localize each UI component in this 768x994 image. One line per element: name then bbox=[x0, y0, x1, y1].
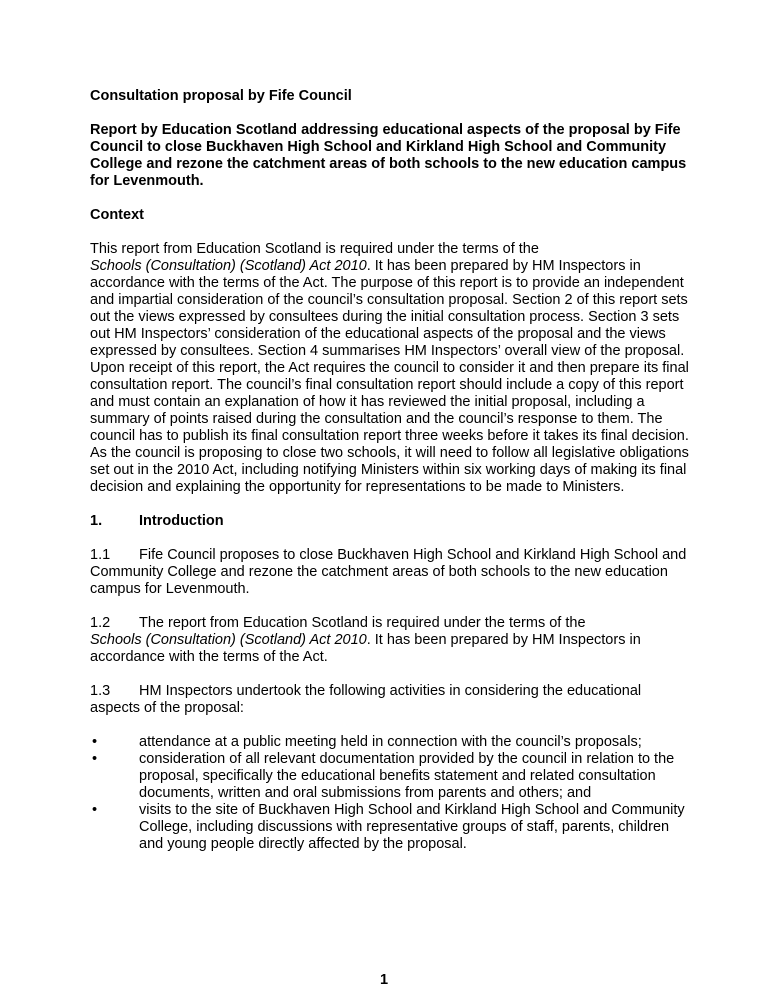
activities-list bbox=[90, 734, 690, 853]
context-heading: Context bbox=[90, 207, 144, 223]
paragraph-1-2-text-before: The report from Education Scotland is required under the terms of the bbox=[139, 615, 586, 631]
paragraph-1-3 bbox=[90, 683, 690, 717]
paragraph-1-1 bbox=[90, 547, 690, 598]
context-text-after: . It has been prepared by HM Inspectors in accordance with the terms of the Act. The purpose of this report is to provide an independent and impartial consideration of the council’s consultation proposal. Section 2 of this report sets out the views expressed by consultees during the initial consultation process. Section 3 sets out HM Inspectors’ consideration of the educational aspects of the proposal and the views expressed by consultees. Section 4 summarises HM Inspectors’ overall view of the proposal. Upon receipt of this report, the Act requires the council to consider it and then prepare its final consultation report. The council’s final consultation report should include a copy of this report and must contain an explanation of how it has reviewed the initial proposal, including a summary of points raised during the consultation and the council’s response to them. The council has to publish its final consultation report three weeks before it takes its final decision. As the council is proposing to close two schools, it will need to follow all legislative obligations set out in the 2010 Act, including notifying Ministers within six working days of making its final decision and explaining the opportunity for representations to be made to Ministers. bbox=[90, 258, 689, 495]
paragraph-1-2-act-name: Schools (Consultation) (Scotland) Act 2010 bbox=[90, 632, 367, 648]
bullet-icon: • bbox=[92, 751, 98, 767]
list-item-text: consideration of all relevant documentation provided by the council in relation to the proposal, specifically the educational benefits statement and related consultation documents, written and oral submissions from parents and others; and bbox=[139, 751, 675, 801]
paragraph-1-3-text: HM Inspectors undertook the following activities in considering the educational aspects of the proposal: bbox=[90, 683, 642, 716]
context-text-before: This report from Education Scotland is required under the terms of the bbox=[90, 241, 539, 257]
bullet-icon: • bbox=[92, 734, 98, 750]
paragraph-1-3-number: 1.3 bbox=[90, 683, 111, 699]
section-1-title: Introduction bbox=[139, 513, 224, 529]
paragraph-1-2-number: 1.2 bbox=[90, 615, 111, 631]
list-item-text: visits to the site of Buckhaven High School and Kirkland High School and Community College, including discussions with representative groups of staff, parents, children and young people directly affected by the proposal. bbox=[139, 802, 685, 852]
paragraph-1-2 bbox=[90, 615, 690, 666]
list-item bbox=[90, 734, 690, 751]
paragraph-1-1-text: Fife Council proposes to close Buckhaven High School and Kirkland High School and Community College and rezone the catchment areas of both schools to the new education campus for Levenmouth. bbox=[90, 547, 687, 597]
section-1-number: 1. bbox=[90, 513, 103, 529]
context-paragraph bbox=[90, 241, 690, 496]
paragraph-1-1-number: 1.1 bbox=[90, 547, 111, 563]
page-number: 1 bbox=[379, 972, 389, 988]
list-item bbox=[90, 751, 690, 802]
bullet-icon: • bbox=[92, 802, 98, 818]
document-subtitle: Report by Education Scotland addressing educational aspects of the proposal by Fife Council to close Buckhaven High School and Kirkland High School and Community College and rezone the catchment areas of both schools to the new education campus for Levenmouth. bbox=[90, 122, 687, 189]
document-title: Consultation proposal by Fife Council bbox=[90, 88, 352, 104]
paragraph-1-2-text-after: . It has been prepared by HM Inspectors in accordance with the terms of the Act. bbox=[90, 632, 641, 665]
section-1-heading bbox=[90, 513, 690, 530]
list-item bbox=[90, 802, 690, 853]
context-act-name: Schools (Consultation) (Scotland) Act 2010 bbox=[90, 258, 367, 274]
list-item-text: attendance at a public meeting held in connection with the council’s proposals; bbox=[139, 734, 642, 750]
